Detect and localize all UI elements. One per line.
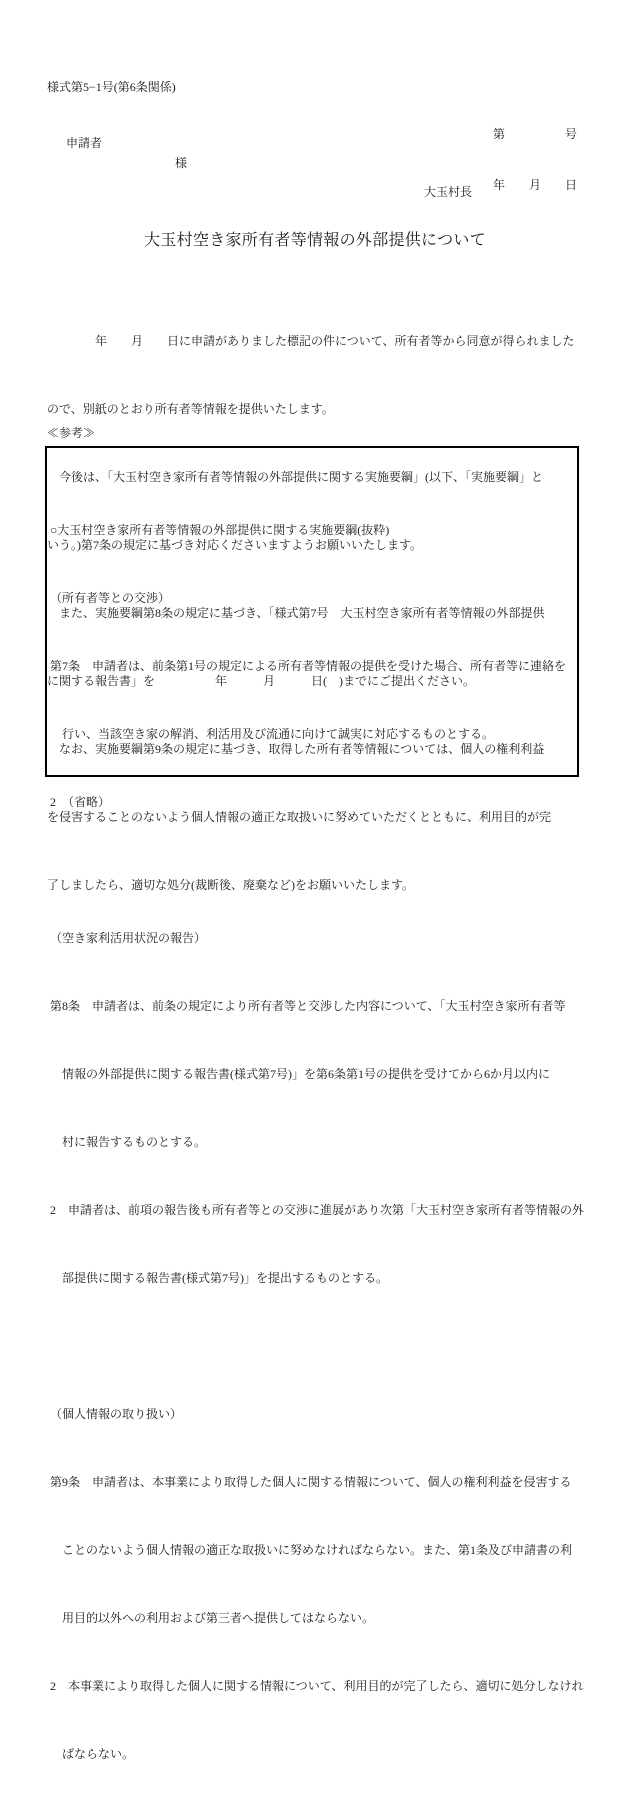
form-number: 様式第5−1号(第6条関係) <box>47 80 176 94</box>
reference-line: 情報の外部提供に関する報告書(様式第7号)」を第6条第1号の提供を受けてから6か月以内に <box>50 1067 550 1081</box>
sender-name: 大玉村長 <box>424 185 473 199</box>
reference-line: （所有者等との交渉） <box>50 591 171 605</box>
body-line: 今後は、「大玉村空き家所有者等情報の外部提供に関する実施要綱」(以下、「実施要綱」と <box>47 470 543 484</box>
reference-line: 用目的以外への利用および第三者へ提供してはならない。 <box>50 1611 375 1625</box>
document-title: 大玉村空き家所有者等情報の外部提供について <box>144 232 486 249</box>
reference-line <box>50 1338 575 1355</box>
reference-line: （個人情報の取り扱い） <box>50 1407 183 1421</box>
applicant-honorific: 様 <box>175 156 188 170</box>
header-number-date <box>493 92 577 211</box>
reference-label: ≪参考≫ <box>47 426 96 440</box>
doc-number-line: 第 号 <box>492 127 577 141</box>
reference-line: ばならない。 <box>50 1747 135 1761</box>
reference-line: 村に報告するものとする。 <box>50 1135 207 1149</box>
reference-line: 第9条 申請者は、本事業により取得した個人に関する情報について、個人の権利利益を侵害する <box>50 1475 572 1489</box>
reference-line: 2 本事業により取得した個人に関する情報について、利用目的が完了したら、適切に処分しなけれ <box>50 1679 584 1693</box>
body-line: いう。)第7条の規定に基づき対応くださいますようお願いいたします。 <box>47 538 423 552</box>
body-line: に関する報告書」を 年 月 日( )までにご提出ください。 <box>47 674 475 688</box>
reference-line <box>50 862 575 879</box>
reference-line: 部提供に関する報告書(様式第7号)」を提出するものとする。 <box>50 1271 388 1285</box>
reference-line: ○大玉村空き家所有者等情報の外部提供に関する実施要綱(抜粋) <box>50 523 390 537</box>
date-line: 年 月 日 <box>492 178 577 192</box>
body-line: 了しましたら、適切な処分(裁断後、廃棄など)をお願いいたします。 <box>47 878 415 892</box>
applicant-label: 申請者 <box>66 136 103 150</box>
body-line: また、実施要綱第8条の規定に基づき、「様式第7号 大玉村空き家所有者等情報の外部提供 <box>47 606 545 620</box>
reference-line: 2 申請者は、前項の報告後も所有者等との交渉に進展があり次第「大玉村空き家所有者等情報の外 <box>50 1203 585 1217</box>
reference-line: 第7条 申請者は、前条第1号の規定による所有者等情報の提供を受けた場合、所有者等に連絡を <box>50 659 567 673</box>
body-line: 年 月 日に申請がありました標記の件について、所有者等から同意が得られました <box>47 334 575 348</box>
reference-line: ことのないよう個人情報の適正な取扱いに努めなければならない。また、第1条及び申請書の利 <box>50 1543 573 1557</box>
reference-line: （空き家利活用状況の報告） <box>50 931 207 945</box>
body-line: ので、別紙のとおり所有者等情報を提供いたします。 <box>47 402 334 416</box>
reference-line: 第8条 申請者は、前条の規定により所有者等と交渉した内容について、「大玉村空き家所有者等 <box>50 999 566 1013</box>
reference-line: 行い、当該空き家の解消、利活用及び流通に向けて誠実に対応するものとする。 <box>50 727 495 741</box>
body-line: を侵害することのないよう個人情報の適正な取扱いに努めていただくとともに、利用目的が完 <box>47 810 552 824</box>
body-line: なお、実施要綱第9条の規定に基づき、取得した所有者等情報については、個人の権利利益 <box>47 742 545 756</box>
reference-line: 2 （省略） <box>50 795 111 809</box>
